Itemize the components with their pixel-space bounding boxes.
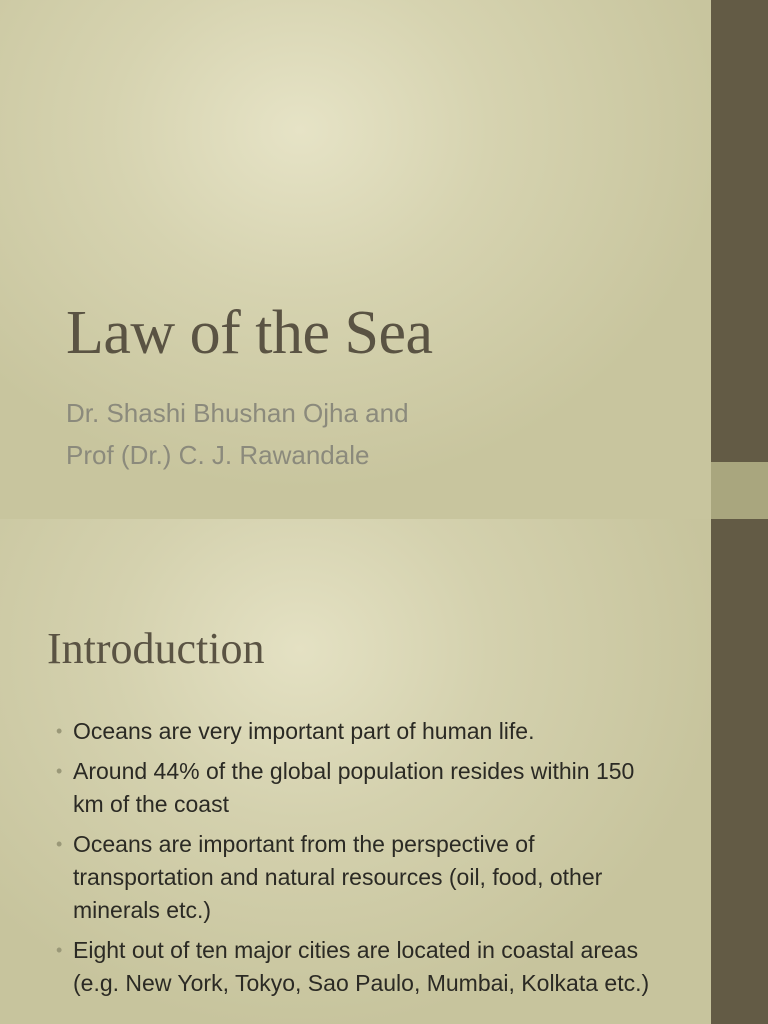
bullet-text: Oceans are very important part of human life. bbox=[73, 718, 535, 744]
bullet-text: Eight out of ten major cities are located in coastal areas (e.g. New York, Tokyo, Sao Paulo, Mumbai, Kolkata etc.) bbox=[73, 937, 650, 996]
bullet-text: Oceans are important from the perspective of transportation and natural resources (oil, food, other minerals etc.) bbox=[73, 831, 603, 923]
bullet-icon: • bbox=[56, 940, 63, 960]
slide-subtitle bbox=[66, 392, 409, 476]
slide-side-bar-accent bbox=[711, 462, 768, 519]
slide-heading: Introduction bbox=[47, 624, 265, 673]
bullet-text: Around 44% of the global population resides within 150 km of the coast bbox=[73, 758, 635, 817]
bullet-item bbox=[56, 828, 666, 927]
slide-title: Law of the Sea bbox=[66, 299, 433, 367]
slide-side-bar bbox=[711, 519, 768, 1024]
bullet-item bbox=[56, 715, 666, 748]
bullet-icon: • bbox=[56, 834, 63, 854]
bullet-item bbox=[56, 934, 666, 1000]
subtitle-line: Dr. Shashi Bhushan Ojha and bbox=[66, 398, 409, 428]
bullet-item bbox=[56, 755, 666, 821]
bullet-icon: • bbox=[56, 761, 63, 781]
slide-side-bar bbox=[711, 0, 768, 462]
bullet-list bbox=[56, 715, 666, 1007]
bullet-icon: • bbox=[56, 721, 63, 741]
subtitle-line: Prof (Dr.) C. J. Rawandale bbox=[66, 440, 370, 470]
introduction-slide bbox=[0, 519, 768, 1024]
